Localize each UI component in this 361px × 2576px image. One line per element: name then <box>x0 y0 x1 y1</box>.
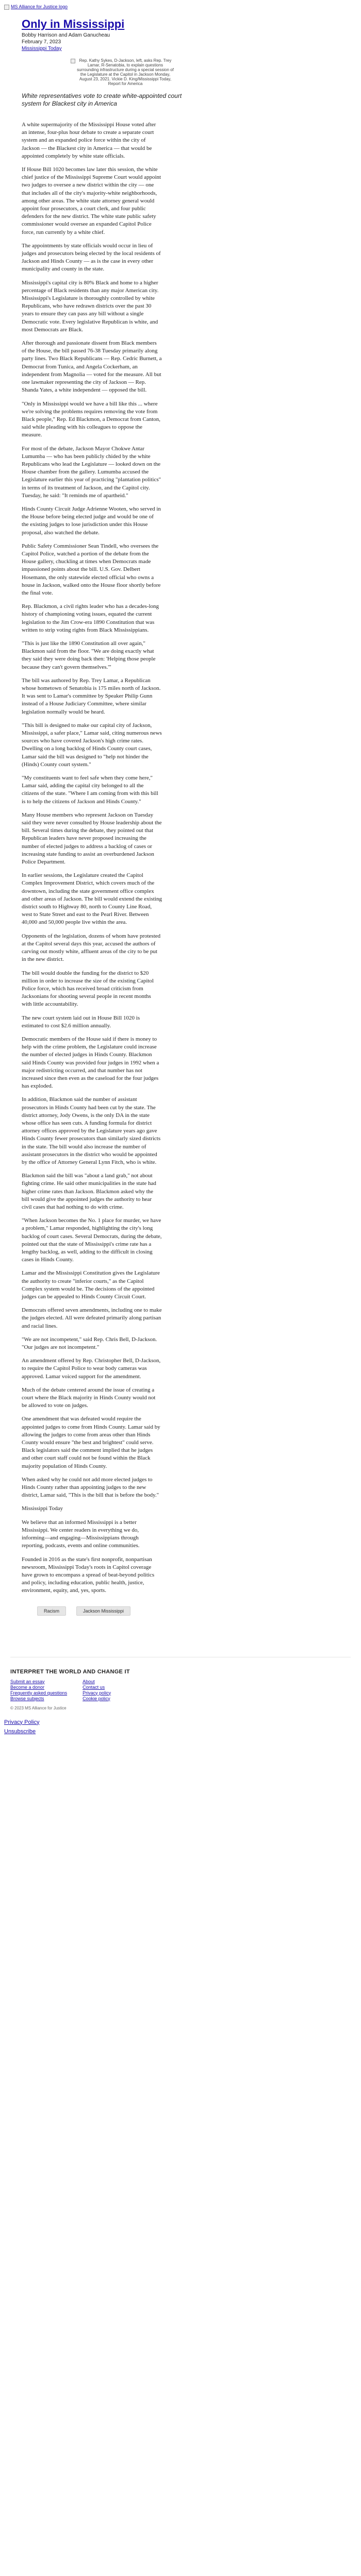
copyright: © 2023 MS Alliance for Justice <box>10 1705 67 1710</box>
footer-link[interactable]: Submit an essay <box>10 1679 45 1684</box>
footer-link[interactable]: About <box>83 1679 95 1684</box>
bottom-link[interactable]: Unsubscribe <box>4 1728 36 1735</box>
article-paragraph: Mississippi Today <box>22 1505 63 1512</box>
footer-heading: INTERPRET THE WORLD AND CHANGE IT <box>10 1668 130 1675</box>
site-logo-alt-text: MS Alliance for Justice logo <box>11 4 68 9</box>
article-paragraph: The bill was authored by Rep. Trey Lamar, a Republican whose hometown of Senatobia is 175 miles north of Jackson. It was sent to Lamar's committee by Speaker Philip Gunn instead of a House Judiciary Committee, where similar legislation normally would be heard. <box>22 677 161 715</box>
footer-link[interactable]: Frequently asked questions <box>10 1690 68 1696</box>
article-paragraph: "This bill is designed to make our capital city of Jackson, Mississippi, a safer place," Lamar said, citing numerous news sources who have covered Jackson's high crime rates. Dwelling on a long backlog of Hinds County court cases, Lamar said the bill was designed to "help not hinder the (Hinds) County court system." <box>22 722 162 768</box>
article-paragraph: In earlier sessions, the Legislature created the Capitol Complex Improvement District, which covers much of the downtown, including the state government office complex and other areas of Jackson. The bill would extend the existing district south to Highway 80, north to County Line Road, west to State Street and east to the Pearl River. Between 40,000 and 50,000 people live within the area. <box>22 872 162 926</box>
broken-image-icon <box>71 59 75 63</box>
article-paragraph: The bill would double the funding for the district to $20 million in order to increase the size of the existing Capitol Police force, which has received broad criticism from Jacksonians for shooting several people in recent months with little accountability. <box>22 970 154 1008</box>
article-paragraph: An amendment offered by Rep. Christopher Bell, D-Jackson, to require the Capitol Police to wear body cameras was approved. Lamar voiced support for the amendment. <box>22 1358 161 1380</box>
tag-chip[interactable]: Racism <box>37 1606 66 1616</box>
article-paragraph: The new court system laid out in House Bill 1020 is estimated to cost $2.6 million annually. <box>22 1014 140 1029</box>
byline <box>22 32 300 52</box>
article-paragraph: In addition, Blackmon said the number of assistant prosecutors in Hinds County had been cut by the state. The district attorney, Jody Owens, is the only DA in the state whose office has seen cuts. A funding formula for district attorney offices approved by the Legislature years ago gave Hinds County fewer prosecutors than similarly sized districts in the state. The bill would also increase the number of assistant prosecutors in the district who would be appointed by the office of Attorney General Lynn Fitch, who is white. <box>22 1096 161 1165</box>
footer <box>0 1657 361 1710</box>
hero-image-caption: Rep. Kathy Sykes, D-Jackson, left, asks Rep. Trey Lamar, R-Senatobia, to explain questions surrounding infrastructure during a special session of the Legislature at the Capitol in Jackson Monday, August 23, 2021. Vickie D. King/Mississippi Today, Report for America <box>77 58 174 86</box>
article-paragraph: The appointments by state officials would occur in lieu of judges and prosecutors being elected by the local residents of Jackson and Hinds County — as is the case in every other municipality and county in the state. <box>22 242 161 273</box>
article-paragraph: "When Jackson becomes the No. 1 place for murder, we have a problem," Lamar responded, highlighting the city's long backlog of court cases. Several Democrats, during the debate, pointed out that the state of Mississippi's crime rate has a lengthy backlog, as well, adding to the difficult in closing cases in Hinds County. <box>22 1217 162 1263</box>
article-paragraph: Founded in 2016 as the state's first nonprofit, nonpartisan newsroom, Mississippi Today's roots in Capitol coverage have grown to encompass a spread of beat-beyond politics and policy, including education, public health, justice, environment, equity, and, yes, sports. <box>22 1556 155 1594</box>
publish-date: February 7, 2023 <box>22 39 61 45</box>
footer-link[interactable]: Contact us <box>83 1684 105 1690</box>
site-logo-link[interactable] <box>4 4 68 10</box>
article-paragraph: If House Bill 1020 becomes law later this session, the white chief justice of the Mississippi Supreme Court would appoint two judges to oversee a new district within the city — one that includes all of the city's majority-white neighborhoods, among other areas. The white state attorney general would appoint four prosecutors, a court clerk, and four public defenders for the new district. The white state public safety commissioner would oversee an expanded Capitol Police force, run currently by a white chief. <box>22 166 161 235</box>
footer-link[interactable]: Become a donor <box>10 1684 45 1690</box>
article-paragraph: "We are not incompetent," said Rep. Chris Bell, D-Jackson. "Our judges are not incompetent." <box>22 1336 157 1351</box>
footer-column-2 <box>83 1679 111 1702</box>
article-paragraph: Much of the debate centered around the issue of creating a court where the Black majority in Hinds County would not be allowed to vote on judges. <box>22 1386 156 1409</box>
article-paragraph: Hinds County Circuit Judge Adrienne Wooten, who served in the House before being elected judge and would be one of the existing judges to lose jurisdiction under this House proposal, also watched the debate. <box>22 505 161 536</box>
top-bar <box>0 0 361 15</box>
article-paragraph: One amendment that was defeated would require the appointed judges to come from Hinds County. Lamar said by allowing the judges to come from areas other than Hinds County would ensure "the best and brightest" could serve. Black legislators said the comment implied that he judges and other court staff could not be found within the Black majority population of Hinds County. <box>22 1416 160 1469</box>
tag-chip[interactable]: Jackson Mississippi <box>76 1606 130 1616</box>
article-dek: White representatives vote to create white-appointed court system for Blackest city in America <box>22 92 182 107</box>
broken-image-icon <box>4 5 9 10</box>
article-paragraph: "My constituents want to feel safe when they come here," Lamar said, adding the capital city belonged to all the citizens of the state. "Where I am coming from with this bill is to help the citizens of Jackson and Hinds County." <box>22 775 158 805</box>
article-title[interactable]: Only in Mississippi <box>22 18 125 30</box>
article-paragraph: Rep. Blackmon, a civil rights leader who has a decades-long history of championing voting issues, equated the current legislation to the Jim Crow-era 1890 Constitution that was written to strip voting rights from Black Mississippians. <box>22 603 159 633</box>
author-line: Bobby Harrison and Adam Ganucheau <box>22 32 110 38</box>
footer-link[interactable]: Cookie policy <box>83 1696 110 1701</box>
article-paragraph: Democratic members of the House said if there is money to help with the crime problem, the Legislature could increase the number of elected judges in Hinds County. Blackmon said Hinds County was provided four judges in 1992 when a major redistricting occurred, and that number has not increased since then even as the caseload for the four judges has exploded. <box>22 1036 159 1090</box>
article-paragraph: Public Safety Commissioner Sean Tindell, who oversees the Capitol Police, watched a portion of the debate from the House gallery, chuckling at times when Democrats made impassioned points about the bill. U.S. Gov. Delbert Hosemann, the only statewide elected official who owns a house in Jackson, walked onto the House floor shortly before the final vote. <box>22 543 161 596</box>
article-paragraph: Democrats offered seven amendments, including one to make the judges elected. All were defeated primarily along partisan and racial lines. <box>22 1307 162 1329</box>
article-paragraph: Many House members who represent Jackson on Tuesday said they were never consulted by House leadership about the bill. Several times during the debate, they pointed out that Republican leaders have never proposed increasing the number of elected judges to address a backlog of cases or increasing state funding to assist an overburdened Jackson Police Department. <box>22 811 162 866</box>
article-paragraph: Mississippi's capital city is 80% Black and home to a higher percentage of Black residents than any major American city. Mississippi's Legislature is thoroughly controlled by white Republicans, who have redrawn districts over the past 30 years to ensure they can pass any bill without a single Democratic vote. Every legislative Republican is white, and most Democrats are Black. <box>22 279 159 333</box>
bottom-links <box>0 1710 361 1735</box>
footer-column-1 <box>10 1679 67 1702</box>
article-paragraph: Blackmon said the bill was "about a land grab," not about fighting crime. He said other municipalities in the state had higher crime rates than Jackson. Blackmon asked why the bill would give the appointed judges the authority to hear civil cases that had nothing to do with crime. <box>22 1173 156 1210</box>
article-paragraph: We believe that an informed Mississippi is a better Mississippi. We center readers in everything we do, informing—and engaging—Mississippians through reporting, podcasts, events and online communities. <box>22 1519 140 1549</box>
article-paragraph: "Only in Mississippi would we have a bill like this ... where we're solving the problems requires removing the vote from Black people," Rep. Ed Blackmon, a Democrat from Canton, said while pleading with his colleagues to oppose the measure. <box>22 400 161 438</box>
article-body <box>22 121 300 1595</box>
article-paragraph: Lamar and the Mississippi Constitution gives the Legislature the authority to create "inferior courts," as the Capitol Complex system would be. The decisions of the appointed judges can be appealed to Hinds County Circuit Court. <box>22 1270 160 1300</box>
tag-list <box>22 1606 300 1616</box>
hero-image <box>71 58 174 86</box>
source-link[interactable]: Mississippi Today <box>22 46 62 52</box>
article-paragraph: For most of the debate, Jackson Mayor Chokwe Antar Lumumba — who has been publicly chided by the white Republicans who lead the Legislature — looked down on the House chamber from the gallery. Lumumba accused the Legislature earlier this year of practicing "plantation politics" in terms of its treatment of Jackson, and the Capitol city. Tuesday, he said: "It reminds me of apartheid." <box>22 445 161 499</box>
article-paragraph: A white supermajority of the Mississippi House voted after an intense, four-plus hour debate to create a separate court system and an expanded police force within the city of Jackson — the Blackest city in America — that would be appointed completely by white state officials. <box>22 122 156 159</box>
article-paragraph: "This is just like the 1890 Constitution all over again," Blackmon said from the floor. "We are doing exactly what they said they were doing back then: 'Helping those people because they can't govern themselves.'" <box>22 640 156 670</box>
article-paragraph: When asked why he could not add more elected judges to Hinds County rather than appointing judges to the new district, Lamar said, "This is the bill that is before the body." <box>22 1476 159 1499</box>
footer-link[interactable]: Browse subjects <box>10 1696 44 1701</box>
article <box>22 18 300 1616</box>
article-paragraph: After thorough and passionate dissent from Black members of the House, the bill passed 76-38 Tuesday primarily along party lines. Two Black Republicans — Rep. Cedric Burnett, a Democrat from Tunica, and Angela Cockerham, an independent from Magnolia — voted for the measure. All but one lawmaker representing the city of Jackson — Rep. Shanda Yates, a white independent — opposed the bill. <box>22 340 162 394</box>
bottom-link[interactable]: Privacy Policy <box>4 1719 40 1725</box>
article-paragraph: Opponents of the legislation, dozens of whom have protested at the Capitol several days this year, accused the authors of carving out mostly white, affluent areas of the city to be put in the new district. <box>22 933 161 963</box>
footer-link[interactable]: Privacy policy <box>83 1690 111 1696</box>
